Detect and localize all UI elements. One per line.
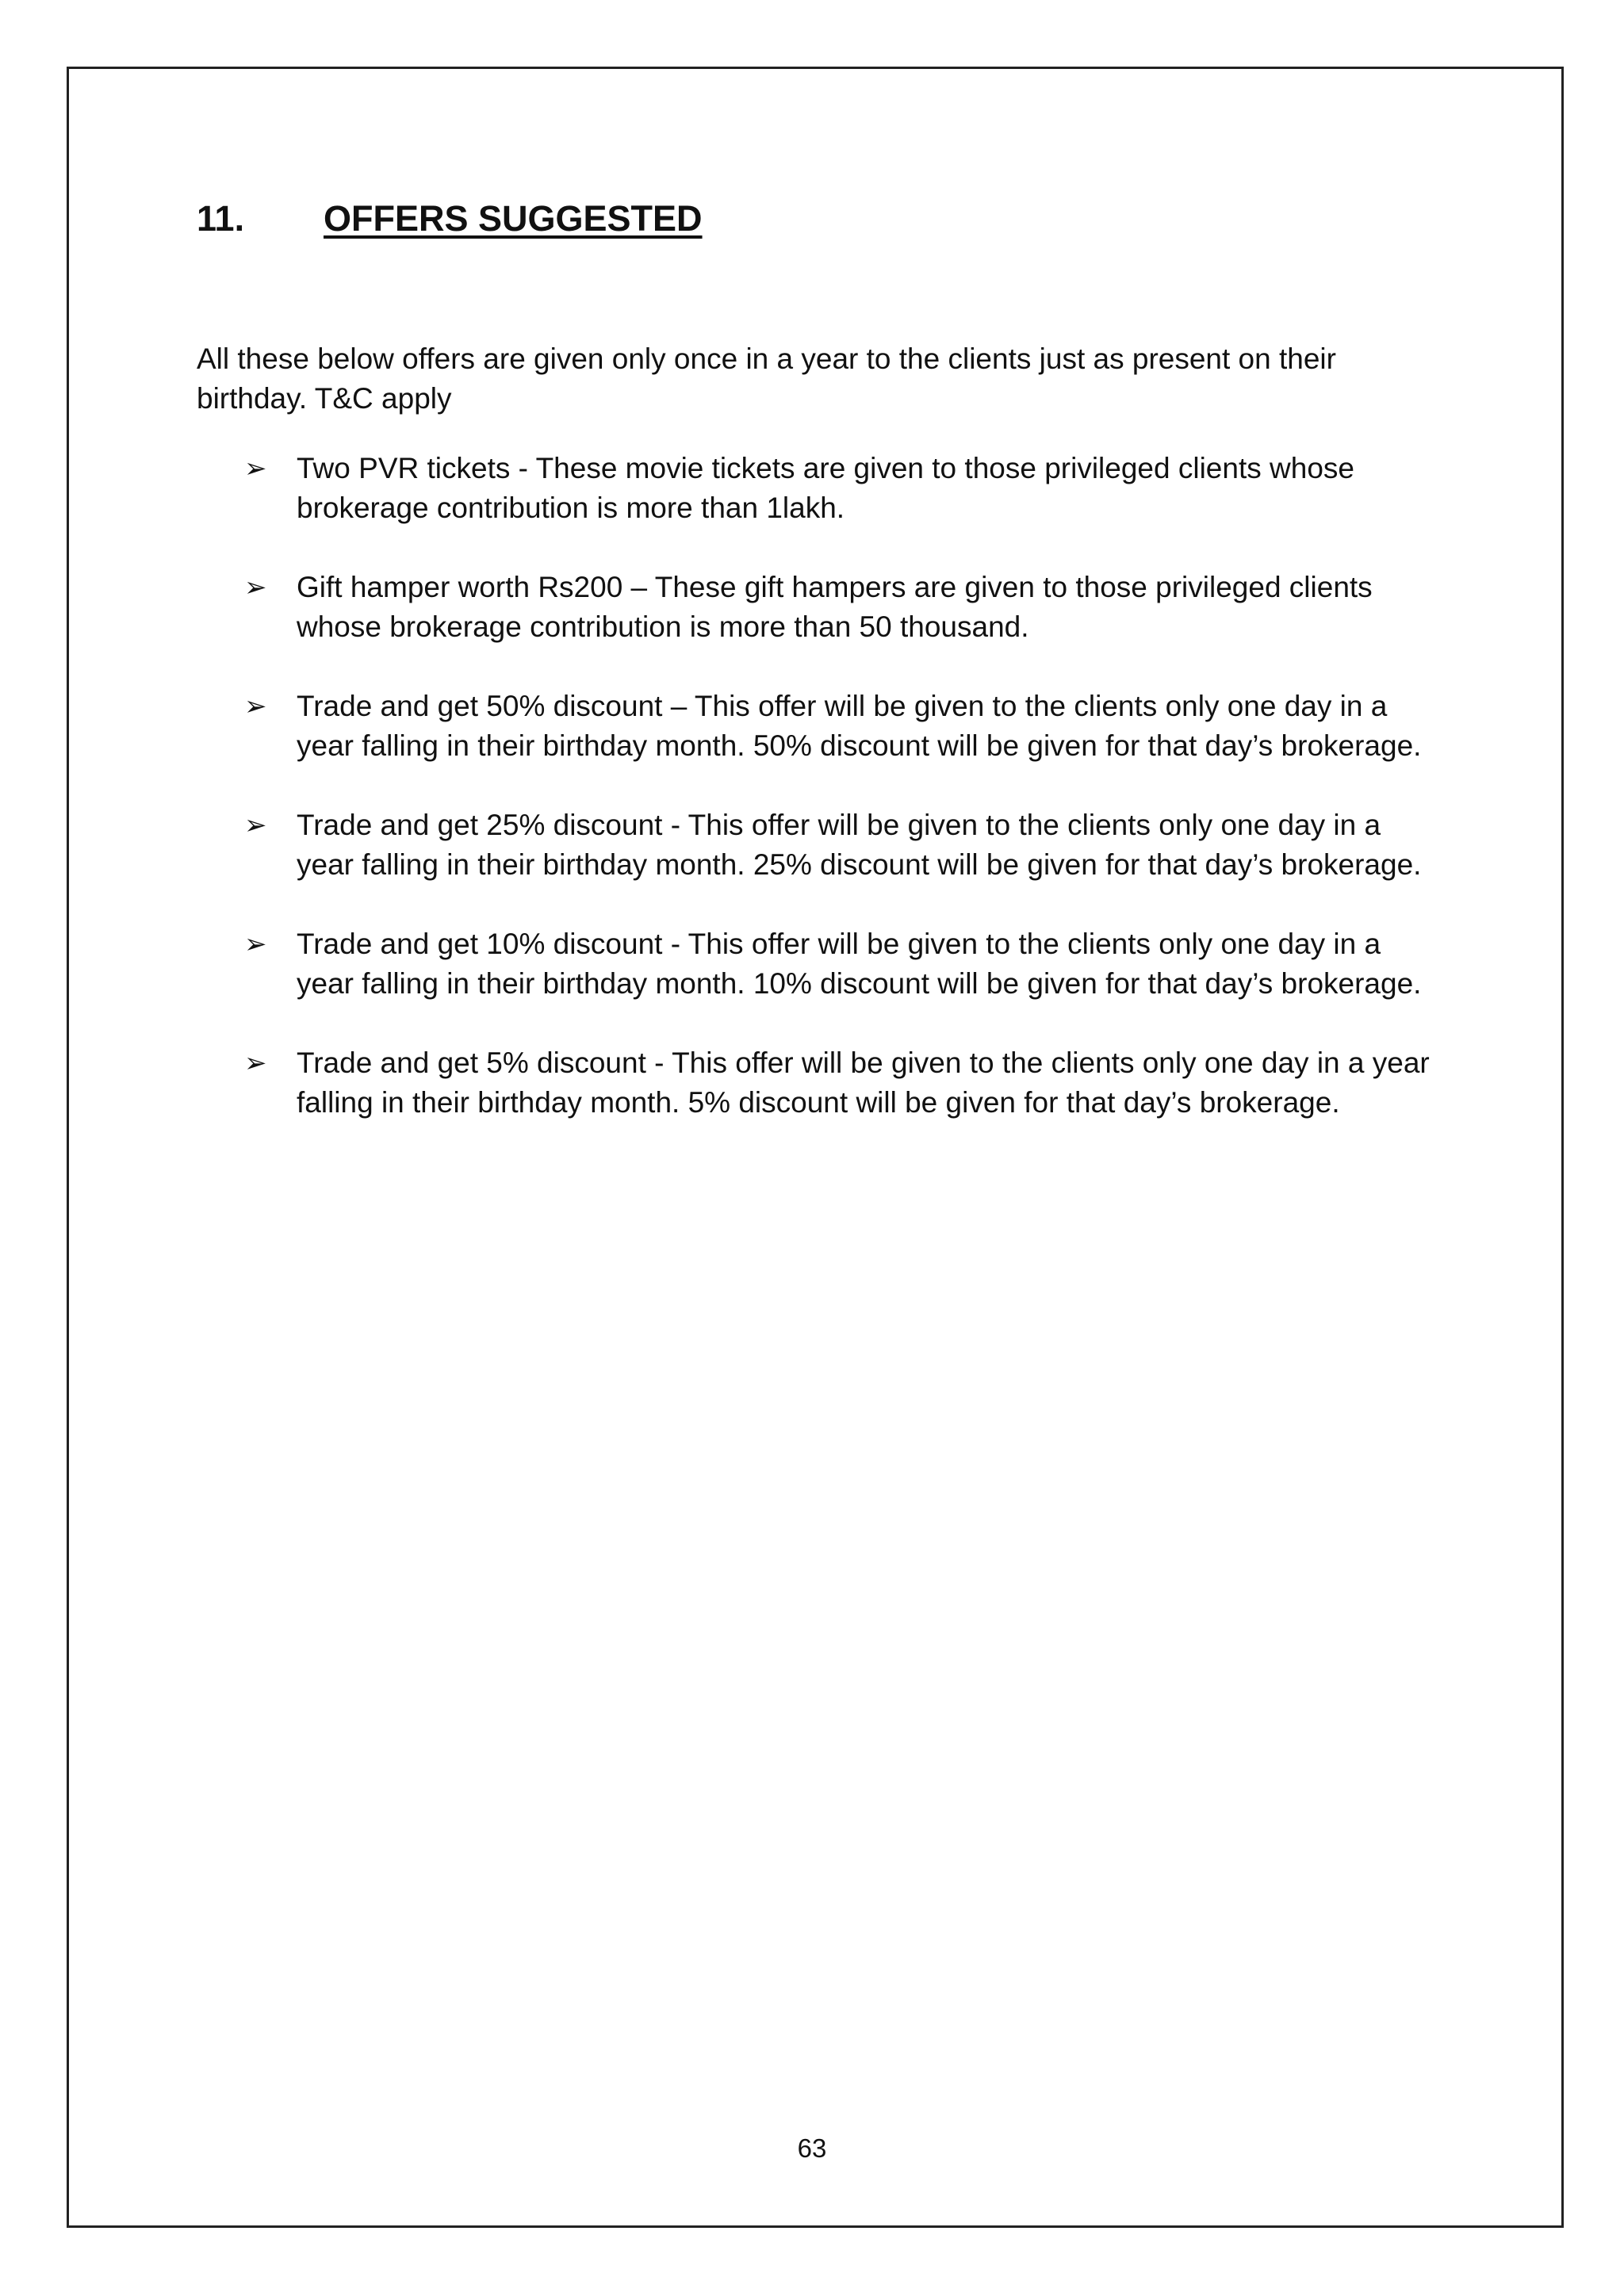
section-title: OFFERS SUGGESTED: [324, 198, 703, 239]
page-number: 63: [797, 2133, 827, 2163]
section-heading: [197, 195, 703, 243]
offer-text: Two PVR tickets - These movie tickets are given to those privileged clients whose brokerage contribution is more than 1lakh.: [297, 452, 1354, 524]
offer-item: [244, 806, 1434, 885]
arrow-bullet-icon: ➢: [244, 572, 267, 603]
offer-item: [244, 924, 1434, 1004]
arrow-bullet-icon: ➢: [244, 929, 267, 959]
offer-item: [244, 1043, 1434, 1123]
offer-item: [244, 568, 1434, 647]
offer-text: Trade and get 5% discount - This offer will be given to the clients only one day in a year falling in their birthday month. 5% discount will be given for that day’s brokerage.: [297, 1047, 1430, 1119]
offer-text: Trade and get 25% discount - This offer will be given to the clients only one day in a year falling in their birthday month. 25% discount will be given for that day’s brokerage.: [297, 809, 1422, 881]
offer-text: Trade and get 50% discount – This offer will be given to the clients only one day in a year falling in their birthday month. 50% discount will be given for that day’s brokerage.: [297, 690, 1422, 762]
arrow-bullet-icon: ➢: [244, 810, 267, 840]
arrow-bullet-icon: ➢: [244, 1048, 267, 1078]
offer-text: Trade and get 10% discount - This offer will be given to the clients only one day in a year falling in their birthday month. 10% discount will be given for that day’s brokerage.: [297, 928, 1422, 1000]
arrow-bullet-icon: ➢: [244, 453, 267, 484]
offer-text: Gift hamper worth Rs200 – These gift hampers are given to those privileged clients whose brokerage contribution is more than 50 thousand.: [297, 571, 1373, 643]
offer-list: [244, 449, 1434, 1162]
arrow-bullet-icon: ➢: [244, 691, 267, 721]
offer-item: [244, 449, 1434, 528]
offer-item: [244, 687, 1434, 766]
section-number: 11.: [197, 198, 245, 239]
intro-paragraph: All these below offers are given only once in a year to the clients just as present on their birthday. T&C apply: [197, 342, 1336, 415]
